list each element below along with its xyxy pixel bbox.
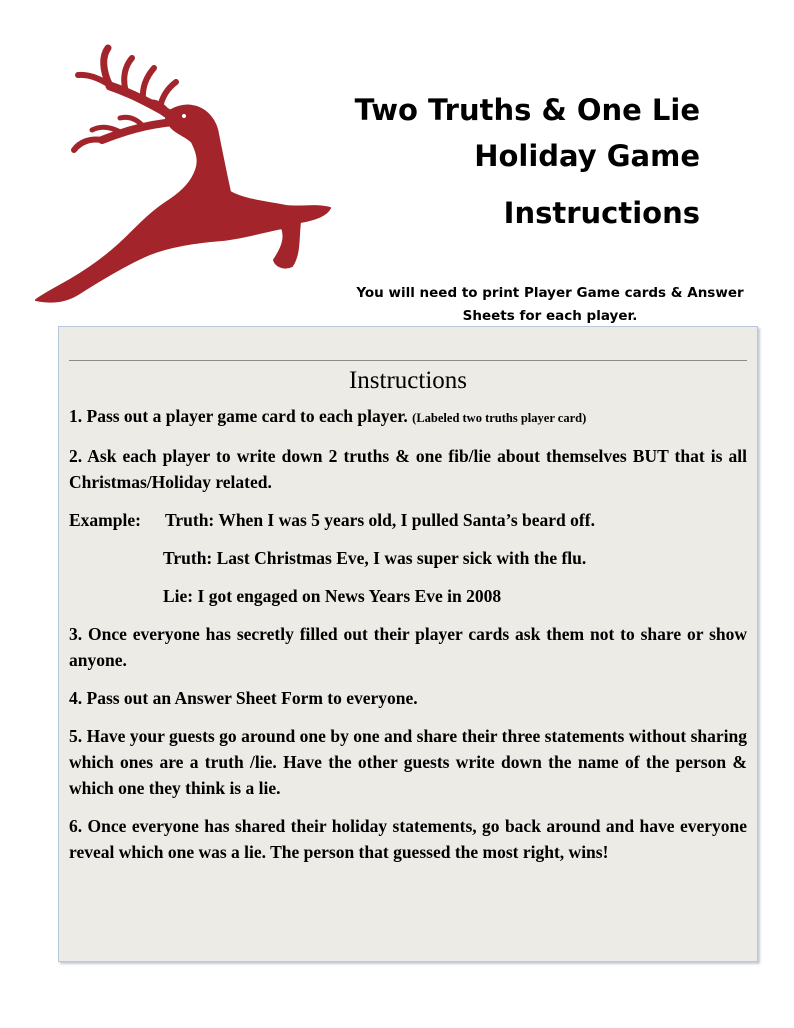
example-truth-1: Truth: When I was 5 years old, I pulled Santa’s beard off. bbox=[165, 510, 595, 530]
step-1-text: 1. Pass out a player game card to each player. bbox=[69, 406, 408, 426]
step-1 bbox=[69, 403, 747, 431]
instructions-content bbox=[69, 365, 747, 877]
title-line-2: Holiday Game bbox=[474, 139, 700, 173]
instructions-heading: Instructions bbox=[348, 367, 468, 394]
instructions-box bbox=[58, 326, 758, 962]
title-block bbox=[354, 93, 700, 230]
example-lie: Lie: I got engaged on News Years Eve in 2008 bbox=[163, 586, 502, 606]
title-line-1: Two Truths & One Lie bbox=[354, 93, 700, 127]
reindeer-logo-icon bbox=[30, 42, 335, 307]
example-row-1 bbox=[69, 507, 747, 533]
example-label: Example: bbox=[69, 510, 141, 530]
divider bbox=[69, 360, 747, 361]
title-line-3: Instructions bbox=[503, 196, 700, 230]
example-truth-2: Truth: Last Christmas Eve, I was super sick with the flu. bbox=[163, 548, 587, 568]
step-5: 5. Have your guests go around one by one and share their three statements without sharing which ones are a truth /lie. Have the other guests write down the name of the person & which one they think is a lie. bbox=[69, 726, 747, 798]
step-2: 2. Ask each player to write down 2 truths & one fib/lie about themselves BUT that is all Christmas/Holiday related. bbox=[69, 446, 747, 492]
step-1-note: (Labeled two truths player card) bbox=[412, 411, 587, 425]
step-3: 3. Once everyone has secretly filled out their player cards ask them not to share or show anyone. bbox=[69, 624, 747, 670]
step-4: 4. Pass out an Answer Sheet Form to everyone. bbox=[69, 688, 418, 708]
step-6: 6. Once everyone has shared their holiday statements, go back around and have everyone reveal which one was a lie. The person that guessed the most right, wins! bbox=[69, 816, 747, 862]
print-note: You will need to print Player Game cards & Answer Sheets for each player. bbox=[356, 285, 744, 324]
